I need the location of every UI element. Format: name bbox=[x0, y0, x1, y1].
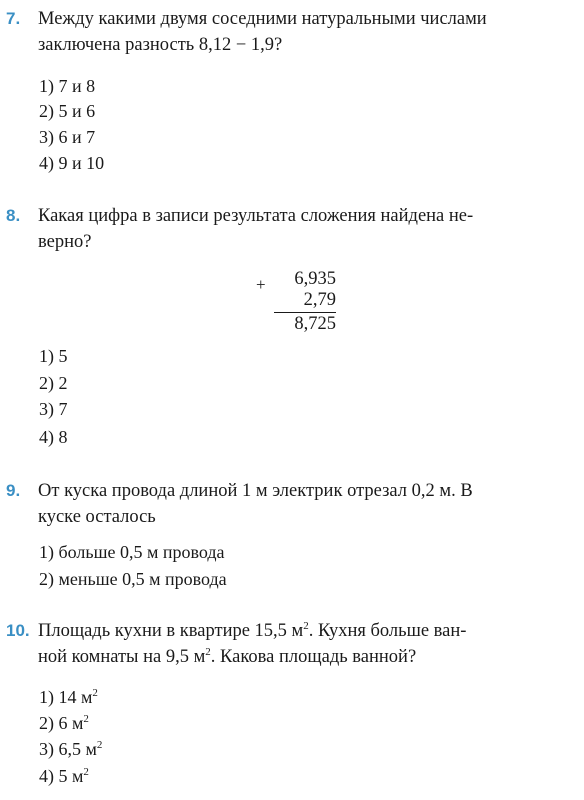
answer-option[interactable]: 1) 7 и 8 bbox=[39, 76, 96, 96]
answer-option[interactable]: 2) 5 и 6 bbox=[39, 101, 96, 121]
question-text-line: Какая цифра в записи результата сложения найдена не- bbox=[38, 206, 474, 226]
sum-result: 8,725 bbox=[294, 314, 336, 334]
question-text-line: ной комнаты на 9,5 $м^2$. Какова площадь ванной? bbox=[38, 646, 417, 667]
question-text bbox=[38, 203, 578, 255]
superscript-2: 2 bbox=[303, 620, 309, 632]
question-number: 7. bbox=[6, 9, 21, 28]
question-number: 9. bbox=[6, 481, 21, 500]
answer-option[interactable]: 2) 6 $м^2$ bbox=[39, 713, 89, 733]
answer-option[interactable]: 1) 5 bbox=[39, 346, 68, 366]
answer-option[interactable]: 1) 14 $м^2$ bbox=[39, 687, 98, 707]
question-text-line: заключена разность 8,12 − 1,9? bbox=[38, 35, 283, 55]
first-addend: 6,935 bbox=[294, 269, 336, 289]
question-text bbox=[38, 6, 578, 58]
question-text bbox=[38, 478, 578, 530]
answer-option[interactable]: 3) 6,5 $м^2$ bbox=[39, 739, 103, 759]
question-text-line: Площадь кухни в квартире 15,5 $м^2$. Кухня больше ван- bbox=[38, 620, 467, 641]
question-text-line: куске осталось bbox=[38, 507, 156, 527]
answer-option[interactable]: 3) 7 bbox=[39, 399, 68, 419]
question-number: 10. bbox=[6, 621, 30, 640]
answer-option[interactable]: 1) больше 0,5 м провода bbox=[39, 542, 225, 562]
answer-option[interactable]: 2) 2 bbox=[39, 373, 68, 393]
second-addend: 2,79 bbox=[303, 290, 336, 310]
answer-option[interactable]: 3) 6 и 7 bbox=[39, 127, 96, 147]
question-text-line: верно? bbox=[38, 232, 92, 252]
answer-option[interactable]: 2) меньше 0,5 м провода bbox=[39, 569, 227, 589]
answer-option[interactable]: 4) 8 bbox=[39, 427, 68, 447]
question-number: 8. bbox=[6, 206, 21, 225]
question-text-line: От куска провода длиной 1 м электрик отрезал 0,2 м. В bbox=[38, 481, 473, 501]
question-text bbox=[38, 618, 578, 670]
plus-sign: + bbox=[256, 275, 266, 294]
answer-option[interactable]: 4) 9 и 10 bbox=[39, 153, 105, 173]
superscript-2: 2 bbox=[205, 646, 211, 658]
answer-option[interactable]: 4) 5 $м^2$ bbox=[39, 766, 89, 786]
question-text-line: Между какими двумя соседними натуральными числами bbox=[38, 9, 487, 29]
